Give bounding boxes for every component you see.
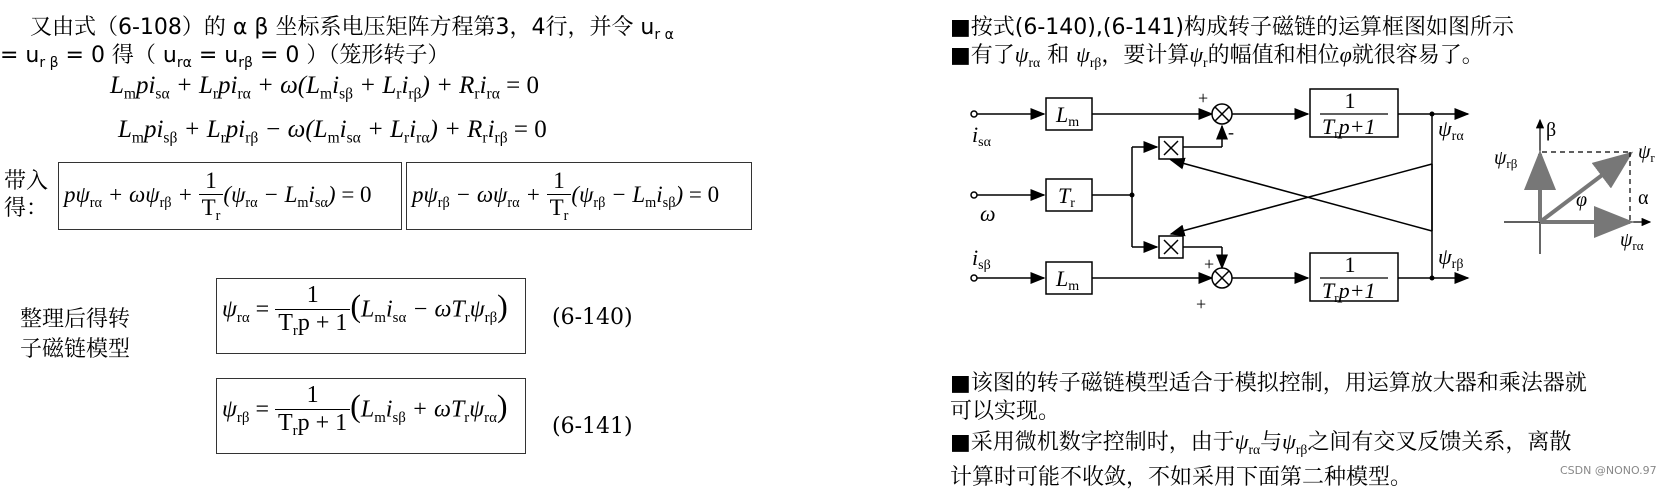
paragraph-2-c: 之间有交叉反馈关系，离散 xyxy=(1307,430,1572,455)
svg-text:β: β xyxy=(1546,119,1557,141)
svg-text:α: α xyxy=(1638,187,1649,209)
watermark: CSDN @NONO.97 xyxy=(1560,464,1657,477)
svg-text:Lm: Lm xyxy=(1056,266,1080,294)
bullet-2-sub-ra: rα xyxy=(1028,54,1041,70)
svg-text:isα: isα xyxy=(972,122,991,150)
svg-text:Lm: Lm xyxy=(1056,102,1080,130)
rotor-flux-block-diagram xyxy=(960,84,1480,324)
svg-text:+: + xyxy=(1204,254,1215,274)
paragraph-2-line2: 计算时可能不收敛，不如采用下面第二种模型。 xyxy=(950,464,1413,490)
svg-text:isβ: isβ xyxy=(972,245,991,273)
voltage-eq-2: $L_mpi_{s\beta} + L_rpi_{r\beta} - \omega(L_mi_{s\alpha} + L_ri_{r\alpha}) + R_ri_{r\beta} = 0$ xyxy=(118,116,547,147)
intro-sub-rb: rβ xyxy=(238,54,253,71)
bullet-2-c: ，要计算 xyxy=(1101,43,1190,68)
svg-text:ω: ω xyxy=(980,201,996,226)
substitute-label xyxy=(4,168,48,222)
paragraph-1 xyxy=(950,370,1587,426)
substitute-label-line1: 带入 xyxy=(4,169,49,194)
para-2-sub-ra: rα xyxy=(1248,441,1261,457)
svg-text:+: + xyxy=(1198,88,1209,108)
svg-text:Trp+1: Trp+1 xyxy=(1322,278,1376,305)
svg-text:ψrα: $\psi_{r\alpha}$ xyxy=(1620,229,1644,253)
intro-text-1: 又由式（6-108）的 α β 坐标系电压矩阵方程第3，4行，并令 u xyxy=(30,15,655,40)
intro-text-2c: = u xyxy=(198,43,239,68)
bullet-1: ■按式(6-140),(6-141)构成转子磁链的运算框图如图所示 xyxy=(950,15,1514,40)
arrange-label-line1: 整理后得转 xyxy=(20,307,131,332)
paragraph-2-a: ■采用微机数字控制时，由于 xyxy=(950,430,1235,455)
voltage-eq-1: $L_mpi_{s\alpha} + L_rpi_{r\alpha} + \omega(L_mi_{s\beta} + L_ri_{r\beta}) + R_ri_{r\alpha} = 0$ xyxy=(110,72,539,103)
svg-text:ψrβ: ψrβ xyxy=(1438,244,1464,272)
flux-eq-alpha: $p\psi_{r\alpha} + \omega\psi_{r\beta}$ + $\frac{1}{T_r}$ $(\psi_{r\alpha} - L_mi_{s\alpha}) = 0$ xyxy=(64,168,372,224)
svg-text:ψr: $\psi_r$ xyxy=(1638,141,1655,165)
intro-sub-2: r β xyxy=(39,54,59,71)
eq-number-141: (6-141) xyxy=(552,414,633,439)
intro-text-2b: = 0 得（ u xyxy=(65,43,177,68)
intro-text-2d: = 0 ）（笼形转子） xyxy=(259,43,450,68)
arrange-label xyxy=(20,305,130,365)
arrange-label-line2: 子磁链模型 xyxy=(20,337,131,362)
bullet-2-e: 就很容易了。 xyxy=(1351,43,1484,68)
svg-text:1: 1 xyxy=(1344,252,1356,277)
para-2-sub-rb: rβ xyxy=(1295,441,1308,457)
intro-text-2a: = u xyxy=(0,43,40,68)
bullet-2: ■有了$\psi_{r\alpha}$ 和 $\psi_{r\beta}$，要计算$\psi_r$的幅值和相位φ就很容易了。 xyxy=(950,42,1484,70)
bullet-2-b: 和 xyxy=(1047,43,1070,68)
svg-text:ψrα: ψrα xyxy=(1438,116,1464,144)
bullet-2-d: 的幅值和相位 xyxy=(1207,43,1340,68)
intro-sub-1: r α xyxy=(654,26,674,43)
bullet-2-sub-rb: rβ xyxy=(1089,54,1102,70)
model-eq-141: $\psi_{r\beta}$ = $\frac{1}{T_rp + 1}$ $(L_mi_{s\beta} + \omega T_r\psi_{r\alpha})$ xyxy=(222,382,508,440)
svg-text:Tr: Tr xyxy=(1058,183,1075,211)
paragraph-2 xyxy=(950,428,1571,492)
paragraph-2-b: 与 xyxy=(1260,430,1283,455)
svg-text:1: 1 xyxy=(1344,88,1356,113)
phasor-diagram xyxy=(1490,114,1670,264)
flux-eq-beta: $p\psi_{r\beta} - \omega\psi_{r\alpha}$ + $\frac{1}{T_r}$ $(\psi_{r\beta} - L_mi_{s\beta}) = 0$ xyxy=(412,168,720,224)
paragraph-2-line1: ■采用微机数字控制时，由于$\psi_{r\alpha}$与$\psi_{r\beta}$之间有交叉反馈关系，离散 xyxy=(950,429,1572,457)
model-eq-140: $\psi_{r\alpha}$ = $\frac{1}{T_rp + 1}$ $(L_mi_{s\alpha} - \omega T_r\psi_{r\beta})$ xyxy=(222,282,508,340)
paragraph-1-line1: ■该图的转子磁链模型适合于模拟控制，用运算放大器和乘法器就 xyxy=(950,371,1587,396)
substitute-label-line2: 得： xyxy=(4,196,49,221)
svg-text:ψrβ: $\psi_{r\beta}$ xyxy=(1494,147,1518,171)
svg-text:-: - xyxy=(1228,122,1234,142)
bullet-2-a: ■有了 xyxy=(950,43,1015,68)
svg-text:+: + xyxy=(1196,294,1207,314)
paragraph-1-line2: 可以实现。 xyxy=(950,399,1061,424)
intro-sub-ra: rα xyxy=(176,54,192,71)
svg-text:φ: φ xyxy=(1576,189,1588,211)
eq-number-140: (6-140) xyxy=(552,305,633,330)
intro-line-2 xyxy=(0,38,449,71)
svg-text:Trp+1: Trp+1 xyxy=(1322,114,1376,141)
